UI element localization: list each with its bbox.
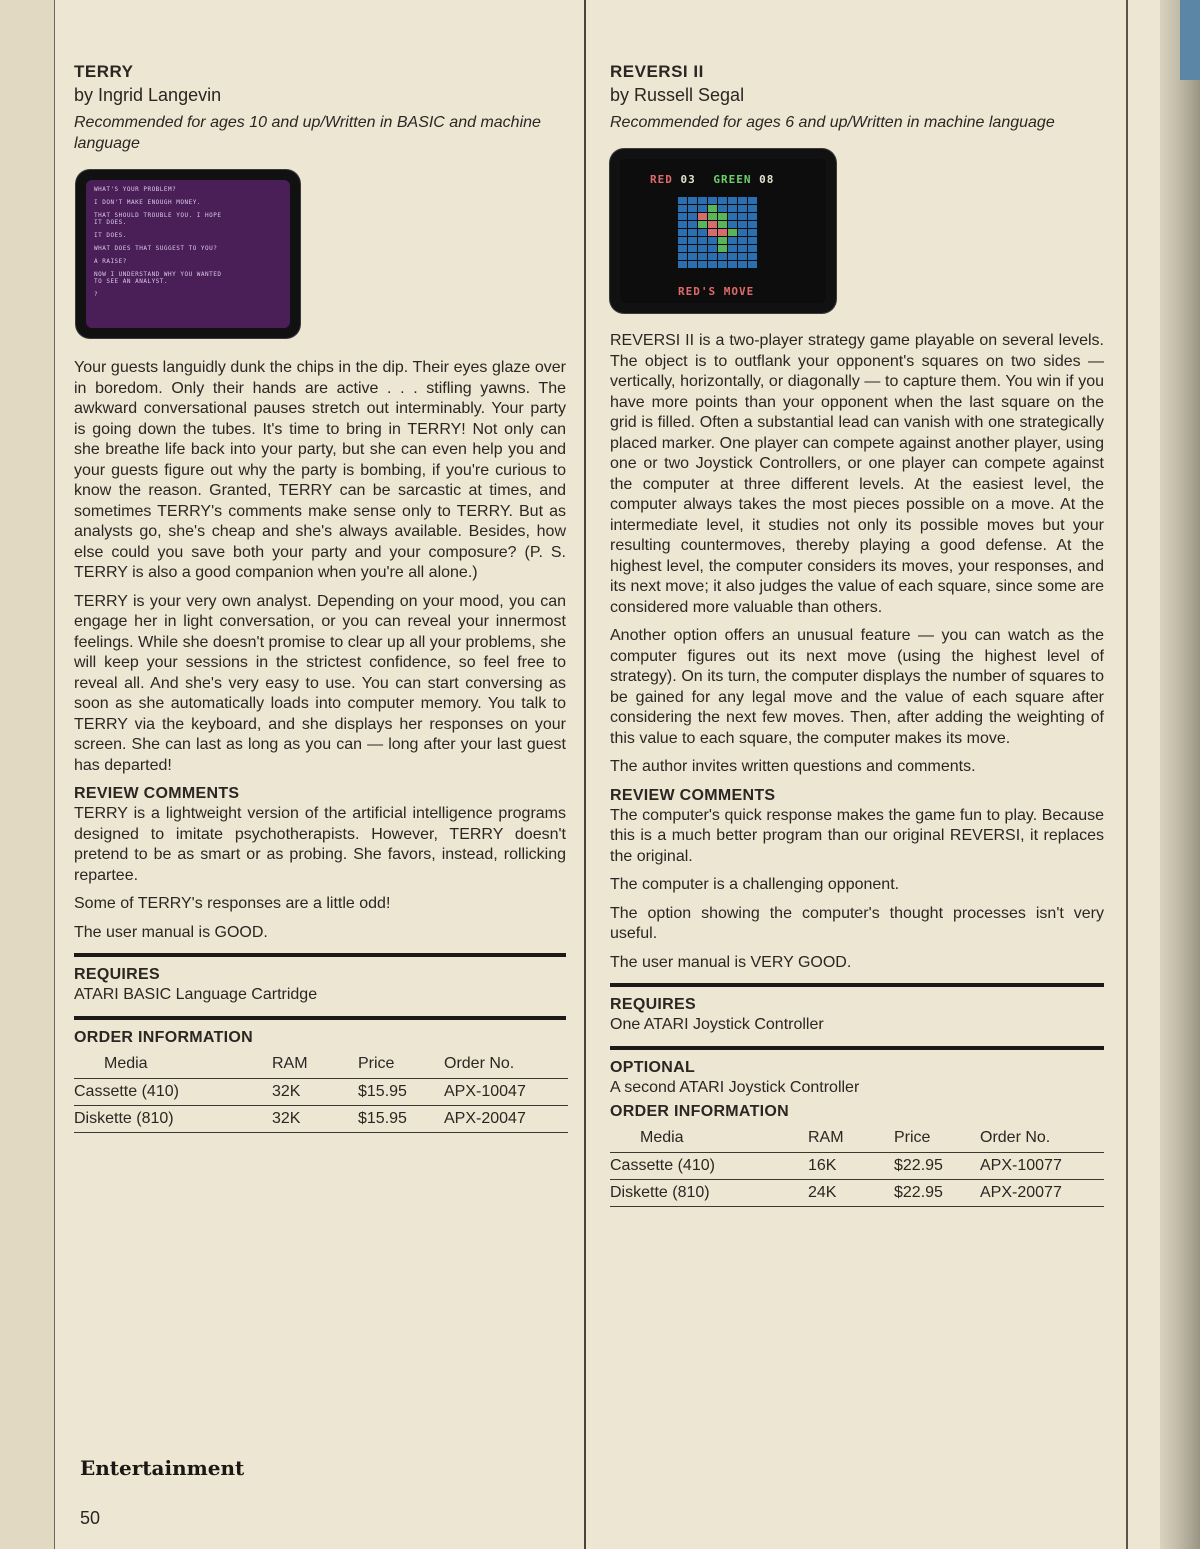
board-square	[688, 221, 697, 228]
board-square	[738, 197, 747, 204]
order-heading: ORDER INFORMATION	[610, 1103, 790, 1120]
table-row	[610, 1180, 1104, 1207]
section-rule	[610, 1046, 1104, 1050]
review-paragraph: The computer's quick response makes the game fun to play. Because this is a much better program than our original REVERSI, it replaces the original.	[610, 806, 1104, 865]
board-square	[728, 253, 737, 260]
requires-heading: REQUIRES	[74, 966, 160, 983]
article-paragraph: Another option offers an unusual feature — you can watch as the computer figures out its next move (using the highest level of strategy). On its turn, the computer displays the number of squares to be gained for any legal move and the value of each square after considering the next few moves. Then, after adding the weighting of this value to each square, the computer makes its move.	[610, 627, 1104, 747]
board-square	[718, 205, 727, 212]
board-square	[748, 237, 757, 244]
screen-line: WHAT DOES THAT SUGGEST TO YOU?	[94, 245, 218, 252]
requires-text: ATARI BASIC Language Cartridge	[74, 986, 318, 1003]
cell-price: $15.95	[358, 1078, 444, 1105]
board-square	[738, 213, 747, 220]
board-square	[738, 261, 747, 268]
board-square	[718, 253, 727, 260]
column-header: RAM	[272, 1052, 358, 1079]
review-paragraph: The user manual is GOOD.	[74, 923, 268, 941]
optional-text: A second ATARI Joystick Controller	[610, 1078, 860, 1096]
board-square	[748, 221, 757, 228]
board-square	[688, 197, 697, 204]
column-header: Price	[358, 1052, 444, 1079]
section-rule	[74, 953, 566, 957]
green-label: GREEN	[713, 173, 752, 186]
article-paragraph: Your guests languidly dunk the chips in the dip. Their eyes glaze over in boredom. Only their hands are active . . . stifling yawns. The awkward conversational pauses stretch out interminably. Your party is going down the tubes. It's time to bring in TERRY! Not only can she breathe life back into your party, but she can even help you and your guests figure out why the party is bombing, if you're curious to know the reason. Granted, TERRY can be sarcastic at times, and sometimes TERRY's comments make sense only to TERRY. But as analysts go, she's cheap and she's always available. Besides, how else could you save both your party and your composure? (P. S. TERRY is also a good companion when you're all alone.)	[74, 359, 566, 581]
score-line	[650, 173, 774, 186]
screen-line: ?	[94, 291, 99, 298]
section-rule	[74, 1016, 566, 1020]
cell-price: $22.95	[894, 1180, 980, 1207]
board-square	[738, 237, 747, 244]
cell-ram: 32K	[272, 1105, 358, 1132]
green-score: 08	[759, 173, 775, 186]
board-square	[698, 213, 707, 220]
red-score: 03	[680, 173, 696, 186]
reversi-screenshot	[610, 149, 836, 313]
board-square	[748, 229, 757, 236]
reversi-screen	[620, 159, 826, 303]
board-square	[728, 261, 737, 268]
board-square	[738, 221, 747, 228]
board-square	[728, 213, 737, 220]
cell-media: Diskette (810)	[74, 1105, 272, 1132]
board-square	[748, 253, 757, 260]
cell-order-no: APX-10077	[980, 1153, 1104, 1180]
board-square	[738, 205, 747, 212]
column-header: Media	[610, 1126, 808, 1153]
reversi-board	[678, 197, 757, 268]
board-square	[698, 253, 707, 260]
board-square	[678, 197, 687, 204]
cell-order-no: APX-10047	[444, 1078, 568, 1105]
board-square	[718, 237, 727, 244]
terry-screenshot	[76, 170, 300, 338]
board-square	[678, 245, 687, 252]
recommended-ages: Recommended for ages 6 and up/Written in machine language	[610, 114, 1055, 131]
board-square	[718, 245, 727, 252]
terry-article	[74, 62, 566, 1133]
review-paragraph: TERRY is a lightweight version of the artificial intelligence programs designed to imitate psychotherapists. However, TERRY doesn't pretend to be as smart or as probing. She favors, instead, rollicking repartee.	[74, 805, 566, 884]
table-row	[610, 1153, 1104, 1180]
review-paragraph: The user manual is VERY GOOD.	[610, 953, 852, 971]
reversi-article	[610, 62, 1104, 1207]
board-square	[748, 197, 757, 204]
article-paragraph: REVERSI II is a two-player strategy game playable on several levels. The object is to outflank your opponent's squares on two sides — vertically, horizontally, or diagonally — to capture them. You win if you have more points than your opponent when the last square on the grid is filled. Often a substantial lead can vanish with one strategically placed marker. One player can compete against another player, using one or two Joystick Controllers, or one player can compete against the computer at three different levels. At the easiest level, the computer always takes the most pieces possible on a move. At the intermediate level, it studies not only its possible moves but your resulting countermoves, thereby playing a good defense. At the highest level, the computer considers its moves, your responses, and its next move; it also judges the value of each square, since some are considered more valuable than others.	[610, 332, 1104, 616]
right-margin-rule	[1126, 0, 1128, 1549]
requires-text: One ATARI Joystick Controller	[610, 1016, 824, 1033]
board-square	[728, 205, 737, 212]
board-square	[688, 205, 697, 212]
board-square	[718, 261, 727, 268]
board-square	[678, 221, 687, 228]
review-heading: REVIEW COMMENTS	[610, 786, 776, 804]
section-rule	[610, 983, 1104, 987]
optional-heading: OPTIONAL	[610, 1058, 696, 1076]
screen-line: A RAISE?	[94, 258, 127, 265]
binding-tab	[1180, 0, 1200, 80]
board-square	[708, 237, 717, 244]
board-square	[698, 221, 707, 228]
recommended-ages: Recommended for ages 10 and up/Written in BASIC and machine language	[74, 114, 541, 152]
board-square	[678, 229, 687, 236]
review-heading: REVIEW COMMENTS	[74, 785, 240, 802]
cell-order-no: APX-20077	[980, 1180, 1104, 1207]
screen-line: I DON'T MAKE ENOUGH MONEY.	[94, 199, 201, 206]
board-square	[718, 197, 727, 204]
board-square	[698, 229, 707, 236]
column-header: Order No.	[980, 1126, 1104, 1153]
column-header: Media	[74, 1052, 272, 1079]
board-square	[748, 245, 757, 252]
board-square	[718, 221, 727, 228]
order-table	[610, 1126, 1104, 1207]
cell-order-no: APX-20047	[444, 1105, 568, 1132]
board-square	[708, 205, 717, 212]
cell-ram: 24K	[808, 1180, 894, 1207]
order-heading: ORDER INFORMATION	[74, 1028, 254, 1046]
board-square	[708, 213, 717, 220]
cell-price: $15.95	[358, 1105, 444, 1132]
board-square	[678, 253, 687, 260]
article-title: TERRY	[74, 62, 134, 81]
cell-ram: 32K	[272, 1078, 358, 1105]
board-square	[688, 245, 697, 252]
column-header: RAM	[808, 1126, 894, 1153]
board-square	[708, 221, 717, 228]
board-square	[678, 213, 687, 220]
board-square	[698, 197, 707, 204]
board-square	[688, 253, 697, 260]
board-square	[728, 245, 737, 252]
board-square	[738, 229, 747, 236]
cell-media: Diskette (810)	[610, 1180, 808, 1207]
board-square	[678, 205, 687, 212]
board-square	[748, 205, 757, 212]
board-square	[728, 197, 737, 204]
board-square	[708, 197, 717, 204]
board-square	[688, 213, 697, 220]
review-paragraph: The computer is a challenging opponent.	[610, 876, 900, 893]
board-square	[678, 261, 687, 268]
board-square	[738, 253, 747, 260]
screen-line: IT DOES.	[94, 232, 127, 239]
screen-line: WHAT'S YOUR PROBLEM?	[94, 186, 177, 193]
cell-media: Cassette (410)	[74, 1078, 272, 1105]
cell-price: $22.95	[894, 1153, 980, 1180]
page-edge-left	[0, 0, 55, 1549]
board-square	[748, 261, 757, 268]
page-number: 50	[80, 1508, 101, 1528]
screen-line: NOW I UNDERSTAND WHY YOU WANTED TO SEE AN ANALYST.	[94, 271, 222, 285]
cell-ram: 16K	[808, 1153, 894, 1180]
column-header: Price	[894, 1126, 980, 1153]
section-label: Entertainment	[80, 1456, 245, 1480]
board-square	[688, 229, 697, 236]
board-square	[748, 213, 757, 220]
board-square	[698, 237, 707, 244]
screen-line: THAT SHOULD TROUBLE YOU. I HOPE IT DOES.	[94, 212, 222, 226]
table-row	[74, 1078, 568, 1105]
article-paragraph: The author invites written questions and comments.	[610, 758, 976, 775]
turn-indicator: RED'S MOVE	[678, 285, 755, 298]
board-square	[708, 261, 717, 268]
board-square	[698, 205, 707, 212]
article-paragraph: TERRY is your very own analyst. Depending on your mood, you can engage her in light conversation, or you can reveal your innermost feelings. While she doesn't promise to clear up all your problems, she will keep your sessions in the strictest confidence, so feel free to reveal all. And she's very easy to use. You can start conversing as soon as she automatically loads into computer memory. You talk to TERRY via the keyboard, and she displays her responses on your screen. She can last as long as you can — long after your last guest has departed!	[74, 592, 566, 774]
board-square	[728, 237, 737, 244]
column-header: Order No.	[444, 1052, 568, 1079]
column-divider	[584, 0, 586, 1549]
review-paragraph: Some of TERRY's responses are a little odd!	[74, 895, 391, 912]
board-square	[718, 213, 727, 220]
article-title: REVERSI II	[610, 62, 704, 81]
board-square	[738, 245, 747, 252]
board-square	[728, 229, 737, 236]
board-square	[728, 221, 737, 228]
review-paragraph: The option showing the computer's thought processes isn't very useful.	[610, 904, 1104, 942]
order-table	[74, 1052, 568, 1133]
board-square	[678, 237, 687, 244]
board-square	[688, 237, 697, 244]
board-square	[688, 261, 697, 268]
board-square	[718, 229, 727, 236]
cell-media: Cassette (410)	[610, 1153, 808, 1180]
board-square	[708, 253, 717, 260]
article-author: by Ingrid Langevin	[74, 85, 222, 105]
board-square	[698, 261, 707, 268]
board-square	[698, 245, 707, 252]
article-author: by Russell Segal	[610, 85, 745, 105]
terry-screen-text	[86, 180, 290, 328]
requires-heading: REQUIRES	[610, 996, 696, 1013]
book-binding	[1160, 0, 1200, 1549]
board-square	[708, 245, 717, 252]
table-row	[74, 1105, 568, 1132]
red-label: RED	[650, 173, 673, 186]
board-square	[708, 229, 717, 236]
